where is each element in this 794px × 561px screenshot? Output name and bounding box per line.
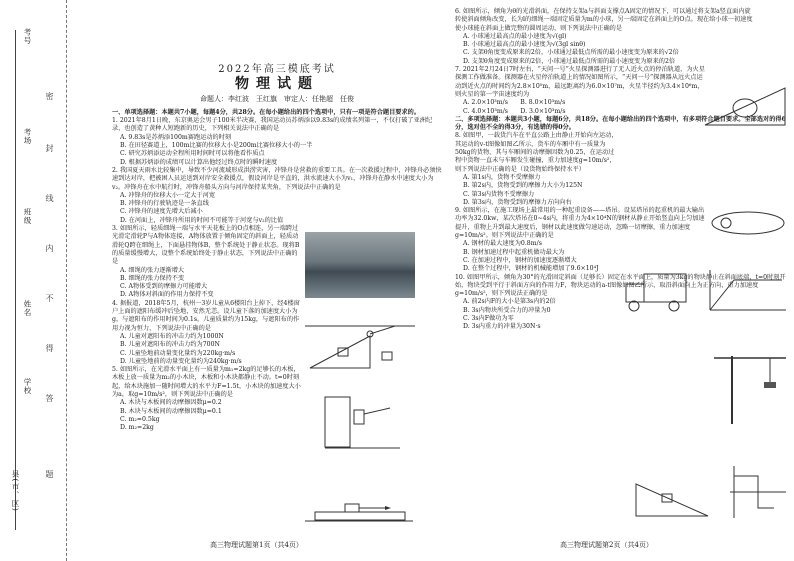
rescue-boat-photo: [305, 232, 415, 298]
option: A. 木块与木板间的动摩擦因数μ=0.2: [120, 399, 222, 407]
option: C. 研究苏炳添运动全程所用时间时可以将他看作质点: [120, 150, 265, 158]
option: D. 第3s内，货物受到的摩擦力方向向右: [463, 198, 572, 206]
question-8: 8. 如图甲，一载货汽车在平直公路上由静止开始向左运动，其运动的v-t图像如图乙所示，货车的车厢中有一质量为50kg的货物，其与车厢间的动摩擦因数为0.25，在运动过程中货物一直未与车厢发生碰撞，重力加速度g=10m/s²，则下列说法中正确的是（设货物始终保持水平）: [455, 132, 618, 173]
question-10: 10. 如图甲所示，倾角为30°的光滑固定斜面（足够长）固定在水平面上，质量为3kg的物块静止在斜面底端，t=0时刻开始，物块受到平行于斜面方向的作用力F，物块运动的a-t图像如图乙所示，取沿斜面向上为正方向，重力加速度g=10m/s²，则下列说法正确的是: [455, 273, 786, 298]
seal-char: 内: [45, 244, 54, 252]
option: C. 冲锋舟的速度先增大后减小: [120, 208, 203, 216]
name-label: 姓名: [23, 300, 32, 317]
seal-char: 封: [45, 144, 54, 152]
option: B. 第2s内，货物受到的摩擦力大小为125N: [463, 182, 583, 190]
seal-char: 密: [45, 92, 54, 100]
option: A. 小球通过最高点的最小速度为√(gl): [463, 32, 567, 40]
option: D. 在河面上，冲锋舟所用的时间不可能等于河宽与v₂的比值: [120, 216, 284, 224]
question-5: 5. 如图所示，在光滑水平面上有一质量为m₁=2kg的足够长的木板，木板上放一质量为m₂的小木块，木板和小木块都静止不动。t=0时刻起，给木块施加一随时间增大的水平力F=1.5t，小木块的加速度大小为a，取g=10m/s²，则下列说法中正确的是: [112, 366, 301, 398]
option: B. 儿童对遮阳布的冲击力约为700N: [120, 341, 220, 349]
question-6: 6. 如图所示，倾角为θ的光滑斜面，在保持支架a与斜面支撑点A固定的情况下，可以通过将支架a竖直面内旋转使斜面倾角改变，长为l的细绳一端固定质量为m的小球，另一端固定在斜面上的O点。现在给小球一初速度使小球能在斜面上做完整的圆周运动，则下列说法中正确的是: [455, 8, 753, 32]
seal-char: 不: [45, 294, 54, 302]
option: A. 9.83s是苏炳添100m赛跑运动的时刻: [120, 133, 232, 141]
option: D. m₂=2kg: [120, 424, 154, 432]
pulley-figure: [300, 322, 420, 372]
option: B. 冲锋舟的行驶轨迹是一条直线: [120, 200, 209, 208]
truck-figure: [620, 268, 690, 316]
option: A. 细绳的张力逐渐增大: [120, 266, 185, 274]
option: D. 支架θ角度变成原来的2倍，小球通过最低点所需的最小速度变为原来的2倍: [463, 57, 676, 65]
option: C. 在加速过程中，钢材的加速度逐渐增大: [463, 256, 577, 264]
page-footer-right: 高三物理试题第2页（共4页）: [560, 541, 653, 549]
seal-char: 线: [45, 194, 54, 202]
option: B. 小球通过最高点的最小速度为√(3gl sinθ): [463, 41, 586, 49]
seal-char: 得: [45, 344, 54, 352]
option: C. 儿童坠地前动量变化量约为220kg·m/s: [120, 349, 236, 357]
seal-char: 题: [45, 470, 54, 478]
class-label: 班级: [23, 208, 32, 225]
block-board-figure: [305, 498, 415, 528]
seal-line: [15, 30, 16, 530]
seal-char: 答: [45, 394, 54, 402]
question-2: 2. 我国夏天雨水比较集中，导致不少河流域形成洪涝灾害，冲锋舟是营救的重要工具。在一次救援过程中，冲锋舟必须快速到达对岸，把被困人员运送到对岸安全救援点，假设河岸是平直的，洪水流速大小为v₁，冲锋舟在静水中速度大小为v₂。冲锋舟在水中航行时，冲锋舟船头方向与河岸保持某夹角，下列说法中正确的是: [112, 166, 442, 191]
binding-margin: [0, 0, 67, 561]
school-label: 学校: [23, 378, 32, 395]
option: B. 木块与木板间的动摩擦因数μ=0.1: [120, 407, 222, 415]
section-heading: 二、多项选择题：本题共3小题，每题6分，共18分。在每小题给出的四个选项中，有多项符合题目要求。全部选对的得6分，选对但不全的得3分，有选错的得0分。: [455, 115, 786, 132]
option: A. 钢材的最大速度为0.8m/s: [463, 240, 542, 248]
exam-number-label: 考号: [23, 28, 32, 45]
question-7: 7. 2021年2月24日7时左右，“天问一号”火星探测器进行了无人近火点的停泊轨道，为火星探测工作做准备。探测器在火星停泊轨道上的情况如图所示，“天问一号”探测器从远火点运动到近火点的时间约为2.8×10⁵m，最远距离约为6.0×10⁷m，火星半径约为3.4×10⁶m，则火星的第一宇宙速度约为: [455, 66, 705, 98]
option: D. A物体对斜面的作用力保持不变: [120, 291, 214, 299]
authors-line: 命题人：李红波 王红旗 审定人：任艳超 任俊: [200, 94, 354, 103]
tower-crane-figure: [712, 346, 788, 426]
county-label: 县(市、区): [11, 470, 20, 512]
question-3: 3. 如图所示，轻质细绳一端与水平天花板上的O点相连，另一端跨过光滑定滑轮P与A物体连接，A物体放置于倾角固定的斜面上，轻质动滑轮Q跨在细绳上，下面悬挂物体B，整个系统处于静止状态。现将B的质量缓慢增大，设整个系统始终处于静止状态，下列说法中正确的是: [112, 225, 300, 266]
option: A. 儿童对遮阳布的冲击力约为1000N: [120, 332, 224, 340]
option: A. 冲锋舟的位移大小一定大于河宽: [120, 191, 216, 199]
vt-graph: [700, 266, 790, 316]
option: B. 细绳的张力保持不变: [120, 274, 185, 282]
orbit-figure: [700, 208, 790, 238]
option: C. 3s内F做功为零: [463, 314, 514, 322]
question-1: 1. 2021年8月1日晚，东京奥运会男子100米半决赛，我国运动员苏炳添以9.83s的成绩名列第一，不仅打破了亚洲纪录，也创造了黄种人短跑新的历史，下列相关说法中正确的是: [112, 117, 433, 133]
option: C. A物体受到的摩擦力可能增大: [120, 283, 208, 291]
exam-title: 2022年高三模底考试: [218, 64, 336, 75]
option: A. 2.0×10³m/s B. 8.0×10³m/s: [463, 99, 566, 107]
option: A. 前2s内F的大小是第3s内的2倍: [463, 298, 556, 306]
option: D. 3s内重力的冲量为30N·s: [463, 323, 541, 331]
incline-block-figure: [632, 478, 712, 520]
option: B. 钢材加速过程中起重机做功最大为: [463, 248, 565, 256]
option: D. 根据苏炳添的成绩可以计算出他经过终点时的瞬时速度: [120, 158, 278, 166]
option: C. 第3s内货物不受摩擦力: [463, 190, 535, 198]
option: B. 3s内物块所受合力的冲量为0: [463, 306, 551, 314]
question-9: 9. 如图所示，在施工现场上最常用的一种起重设备——塔吊。设某塔吊的起重机的最大输出功率为32.0kw，某次塔吊在0~4s内，将重力为4×10⁴N的钢材从静止开始竖直向上匀加速提升，重物上升到最大速度后，钢材以此速度做匀速运动，忽略一切摩擦，重力加速度g=10m/s²。则下列说法中正确的是: [455, 207, 705, 240]
incline-circle-figure: [700, 80, 790, 130]
awning-figure: [320, 392, 405, 452]
subject-title: 物理试题: [235, 76, 319, 93]
at-graph: [720, 462, 790, 522]
option: C. 支架θ角度变成原来的2倍，小球通过最低点所需的最小速度变为原来的√2倍: [463, 49, 679, 57]
question-4: 4. 据报道，2018年5月，杭州一3岁儿童从6楼阳台上掉下，经4楼窗户上面的遮阳布缓冲后坠地，安然无恙。设儿童下落的加速度大小为g，与遮阳布的作用时间为0.1s，儿童质量约为15kg，与遮阳布的作用力视为恒力，下列说法中正确的是: [112, 299, 300, 332]
option: D. 在整个过程中，钢材的机械能增加了9.6×10⁴J: [463, 265, 599, 273]
page-footer-left: 高三物理试题第1页（共4页）: [210, 541, 303, 549]
option: C. m₂=0.5kg: [120, 415, 160, 423]
option: C. 4.0×10³m/s D. 3.0×10³m/s: [463, 107, 566, 115]
option: D. 儿童坠地前的动量变化量约为240kg·m/s: [120, 357, 242, 365]
exam-room-label: 考场: [23, 128, 32, 145]
section-heading: 一、单项选择题：本题共7小题，每题4分，共28分。在每小题给出的四个选项中，只有一项是符合题目要求的。: [112, 108, 421, 116]
option: A. 第1s内，货物不受摩擦力: [463, 173, 541, 181]
option: B. 在田径赛道上，100m比赛的位移大小是200m比赛位移大小的一半: [120, 142, 313, 150]
